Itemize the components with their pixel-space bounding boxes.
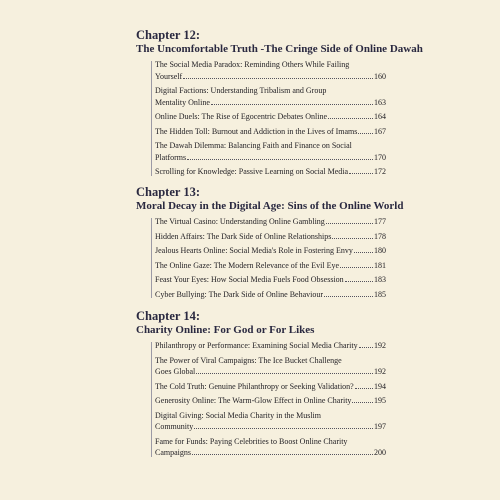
toc-entry-last-line (155, 166, 386, 178)
toc-entry-last-line (155, 260, 386, 272)
dot-leader (358, 133, 373, 134)
toc-entry (155, 260, 386, 272)
dot-leader (183, 78, 373, 79)
toc-entry-last-line (155, 126, 386, 138)
toc-entry-title-line: Goes Global (155, 367, 196, 376)
toc-entry-title-line: Hidden Affairs: The Dark Side of Online Relationships (155, 231, 332, 241)
chapter-14 (136, 310, 386, 462)
toc-entry-title-line: Digital Factions: Understanding Tribalism and Group (155, 86, 327, 95)
page-number: 167 (374, 126, 386, 136)
toc-entry-last-line (155, 421, 386, 433)
toc-entry-last-line (155, 245, 386, 257)
chapter-number: Chapter 13: (136, 185, 201, 199)
page-number: 178 (374, 231, 386, 241)
toc-entry-title-line: The Social Media Paradox: Reminding Others While Failing (155, 60, 350, 69)
toc-entry-title-line: Mentality Online (155, 97, 210, 107)
page-number: 192 (374, 341, 386, 350)
page-number: 163 (374, 97, 386, 107)
dot-leader (196, 373, 373, 374)
toc-entry (155, 355, 386, 378)
toc-entry-title-line: The Virtual Casino: Understanding Online Gambling (155, 217, 325, 226)
toc-entries (155, 340, 386, 459)
chapter-title: Moral Decay in the Digital Age: Sins of the Online World (136, 200, 404, 212)
dot-leader (211, 104, 373, 105)
toc-entry-last-line (155, 71, 386, 83)
toc-entry-title-line: Community (155, 422, 194, 431)
toc-entry-title-line: Platforms (155, 152, 187, 162)
toc-entry-title-line: Generosity Online: The Warm-Glow Effect in Online Charity (155, 396, 352, 405)
page-number: 197 (374, 422, 386, 431)
toc-entry-last-line (155, 366, 386, 378)
page-number: 180 (374, 246, 386, 255)
dot-leader (354, 252, 373, 253)
toc-entry-title-line: Fame for Funds: Paying Celebrities to Boost Online Charity (155, 436, 348, 446)
chapter-number: Chapter 12: (136, 28, 201, 42)
toc-entry-title-line: The Hidden Toll: Burnout and Addiction in the Lives of Imams (155, 126, 358, 136)
toc-entry-title-line: The Online Gaze: The Modern Relevance of the Evil Eye (155, 260, 340, 270)
toc-entry (155, 340, 386, 352)
page-number: 200 (374, 448, 386, 457)
chapter-number: Chapter 14: (136, 309, 201, 323)
page-number: 170 (374, 152, 386, 162)
page-number: 194 (374, 381, 386, 391)
page-number: 192 (374, 367, 386, 376)
toc-entry (155, 245, 386, 257)
dot-leader (345, 281, 373, 282)
dot-leader (359, 347, 373, 348)
toc-entry-last-line (155, 216, 386, 228)
toc-entry-title-line: Cyber Bullying: The Dark Side of Online Behaviour (155, 289, 324, 299)
page-number: 160 (374, 71, 386, 81)
page-number: 183 (374, 275, 386, 284)
page-number: 195 (374, 396, 386, 405)
toc-entry (155, 140, 386, 163)
toc-entry-title-line: Philanthropy or Performance: Examining Social Media Charity (155, 341, 358, 350)
toc-entry-last-line (155, 395, 386, 407)
toc-entry (155, 274, 386, 286)
dot-leader (192, 454, 373, 455)
toc-entry-title-line: Feast Your Eyes: How Social Media Fuels Food Obsession (155, 275, 344, 284)
dot-leader (340, 267, 373, 268)
toc-entry-last-line (155, 289, 386, 301)
page-number: 164 (374, 112, 386, 121)
toc-entries (155, 216, 386, 300)
toc-entry (155, 395, 386, 407)
toc-entry-last-line (155, 447, 386, 459)
toc-entry-last-line (155, 231, 386, 243)
chapter-13 (136, 185, 404, 303)
toc-entry-title-line: Online Duels: The Rise of Egocentric Debates Online (155, 112, 328, 121)
dot-leader (187, 159, 373, 160)
toc-entry (155, 59, 386, 82)
toc-entry (155, 111, 386, 123)
toc-entry-last-line (155, 111, 386, 123)
toc-entry-title-line: Scrolling for Knowledge: Passive Learning on Social Media (155, 167, 349, 176)
toc-entries (155, 59, 386, 178)
dot-leader (332, 238, 373, 239)
toc-entry-title-line: Digital Giving: Social Media Charity in the Muslim (155, 410, 321, 420)
page-number: 172 (374, 167, 386, 176)
toc-entry (155, 126, 386, 138)
dot-leader (328, 118, 373, 119)
dot-leader (326, 223, 373, 224)
toc-entry-last-line (155, 152, 386, 164)
toc-entry-title-line: The Dawah Dilemma: Balancing Faith and Finance on Social (155, 141, 352, 150)
dot-leader (352, 402, 373, 403)
toc-entry-title-line: Yourself (155, 71, 183, 81)
toc-entry-last-line (155, 381, 386, 393)
toc-entry (155, 216, 386, 228)
toc-entry-last-line (155, 97, 386, 109)
toc-entry (155, 381, 386, 393)
toc-entry-title-line: The Cold Truth: Genuine Philanthropy or Seeking Validation? (155, 381, 354, 391)
toc-entry-title-line: Jealous Hearts Online: Social Media's Role in Fostering Envy (155, 246, 353, 255)
dot-leader (349, 173, 373, 174)
dot-leader (194, 428, 373, 429)
page-number: 181 (374, 260, 386, 270)
toc-entry (155, 410, 386, 433)
toc-entry (155, 289, 386, 301)
page-number: 177 (374, 217, 386, 226)
toc-entry-last-line (155, 340, 386, 352)
toc-entry-title-line: Campaigns (155, 448, 191, 457)
chapter-title: The Uncomfortable Truth -The Cringe Side of Online Dawah (136, 43, 423, 55)
chapter-title: Charity Online: For God or For Likes (136, 324, 315, 336)
toc-entry (155, 166, 386, 178)
dot-leader (355, 388, 373, 389)
toc-entry-title-line: The Power of Viral Campaigns: The Ice Bucket Challenge (155, 355, 342, 365)
chapter-12 (136, 28, 423, 181)
toc-entry (155, 436, 386, 459)
toc-entry-last-line (155, 274, 386, 286)
toc-entry (155, 85, 386, 108)
toc-entry (155, 231, 386, 243)
page-number: 185 (374, 289, 386, 299)
dot-leader (324, 296, 373, 297)
